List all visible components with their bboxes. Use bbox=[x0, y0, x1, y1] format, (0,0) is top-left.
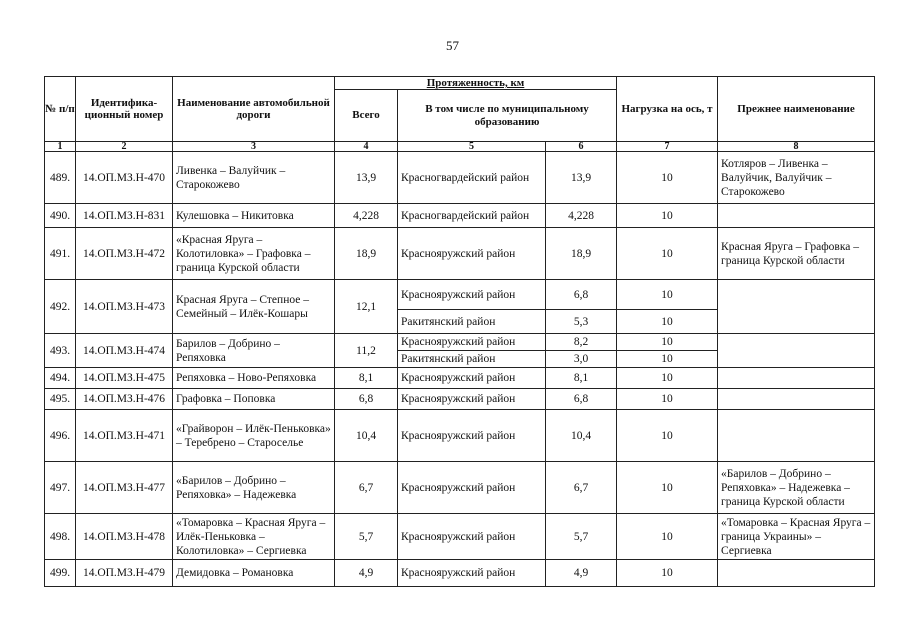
district-name: Краснояружский район bbox=[398, 228, 546, 280]
header-by-muni: В том числе по муниципальному образованию bbox=[398, 90, 617, 142]
header-length-group: Протяженность, км bbox=[335, 77, 617, 90]
total-length: 18,9 bbox=[335, 228, 398, 280]
axle-load: 10 bbox=[617, 368, 718, 389]
column-number: 3 bbox=[173, 142, 335, 152]
previous-name bbox=[718, 334, 875, 368]
road-id: 14.ОП.МЗ.Н-470 bbox=[76, 152, 173, 204]
axle-load: 10 bbox=[617, 310, 718, 334]
row-number: 491. bbox=[45, 228, 76, 280]
district-length: 4,228 bbox=[546, 204, 617, 228]
axle-load: 10 bbox=[617, 560, 718, 587]
previous-name bbox=[718, 389, 875, 410]
road-id: 14.ОП.МЗ.Н-479 bbox=[76, 560, 173, 587]
district-name: Краснояружский район bbox=[398, 280, 546, 310]
district-name: Красногвардейский район bbox=[398, 152, 546, 204]
header-prev-name: Прежнее наименование bbox=[718, 77, 875, 142]
district-length: 6,7 bbox=[546, 462, 617, 514]
row-number: 489. bbox=[45, 152, 76, 204]
roads-table bbox=[44, 76, 875, 587]
total-length: 6,7 bbox=[335, 462, 398, 514]
district-name: Краснояружский район bbox=[398, 514, 546, 560]
district-length: 3,0 bbox=[546, 351, 617, 368]
road-name: Ливенка – Валуйчик – Старокожево bbox=[173, 152, 335, 204]
district-name: Краснояружский район bbox=[398, 410, 546, 462]
column-number: 5 bbox=[398, 142, 546, 152]
axle-load: 10 bbox=[617, 410, 718, 462]
table-row bbox=[45, 514, 875, 560]
row-number: 493. bbox=[45, 334, 76, 368]
total-length: 10,4 bbox=[335, 410, 398, 462]
total-length: 13,9 bbox=[335, 152, 398, 204]
axle-load: 10 bbox=[617, 514, 718, 560]
row-number: 499. bbox=[45, 560, 76, 587]
previous-name bbox=[718, 368, 875, 389]
table-row bbox=[45, 560, 875, 587]
axle-load: 10 bbox=[617, 280, 718, 310]
road-id: 14.ОП.МЗ.Н-474 bbox=[76, 334, 173, 368]
road-name: Кулешовка – Никитовка bbox=[173, 204, 335, 228]
district-length: 8,1 bbox=[546, 368, 617, 389]
road-name: Репяховка – Ново-Репяховка bbox=[173, 368, 335, 389]
column-number: 1 bbox=[45, 142, 76, 152]
total-length: 4,9 bbox=[335, 560, 398, 587]
table-row bbox=[45, 228, 875, 280]
district-length: 8,2 bbox=[546, 334, 617, 351]
road-id: 14.ОП.МЗ.Н-473 bbox=[76, 280, 173, 334]
axle-load: 10 bbox=[617, 152, 718, 204]
total-length: 6,8 bbox=[335, 389, 398, 410]
road-id: 14.ОП.МЗ.Н-472 bbox=[76, 228, 173, 280]
axle-load: 10 bbox=[617, 351, 718, 368]
axle-load: 10 bbox=[617, 462, 718, 514]
table-row bbox=[45, 368, 875, 389]
header-total: Всего bbox=[335, 90, 398, 142]
district-name: Краснояружский район bbox=[398, 462, 546, 514]
previous-name: Котляров – Ливенка – Валуйчик, Валуйчик – Старокожево bbox=[718, 152, 875, 204]
total-length: 12,1 bbox=[335, 280, 398, 334]
road-name: Барилов – Добрино – Репяховка bbox=[173, 334, 335, 368]
row-number: 496. bbox=[45, 410, 76, 462]
total-length: 8,1 bbox=[335, 368, 398, 389]
table-row bbox=[45, 410, 875, 462]
row-number: 490. bbox=[45, 204, 76, 228]
road-name: «Барилов – Добрино – Репяховка» – Надежевка bbox=[173, 462, 335, 514]
road-id: 14.ОП.МЗ.Н-476 bbox=[76, 389, 173, 410]
previous-name bbox=[718, 410, 875, 462]
total-length: 5,7 bbox=[335, 514, 398, 560]
district-name: Ракитянский район bbox=[398, 351, 546, 368]
road-id: 14.ОП.МЗ.Н-471 bbox=[76, 410, 173, 462]
table-row bbox=[45, 280, 875, 310]
header-id: Идентифика-ционный номер bbox=[76, 77, 173, 142]
column-number: 7 bbox=[617, 142, 718, 152]
row-number: 498. bbox=[45, 514, 76, 560]
column-number: 6 bbox=[546, 142, 617, 152]
road-id: 14.ОП.МЗ.Н-831 bbox=[76, 204, 173, 228]
road-name: «Красная Яруга – Колотиловка» – Графовка – граница Курской области bbox=[173, 228, 335, 280]
header-num: № п/п bbox=[45, 77, 76, 142]
axle-load: 10 bbox=[617, 389, 718, 410]
district-length: 13,9 bbox=[546, 152, 617, 204]
district-length: 18,9 bbox=[546, 228, 617, 280]
row-number: 492. bbox=[45, 280, 76, 334]
road-name: Графовка – Поповка bbox=[173, 389, 335, 410]
road-name: Красная Яруга – Степное – Семейный – Илёк-Кошары bbox=[173, 280, 335, 334]
district-length: 6,8 bbox=[546, 389, 617, 410]
district-length: 4,9 bbox=[546, 560, 617, 587]
total-length: 4,228 bbox=[335, 204, 398, 228]
table-row bbox=[45, 152, 875, 204]
previous-name: «Барилов – Добрино – Репяховка» – Надежевка – граница Курской области bbox=[718, 462, 875, 514]
road-id: 14.ОП.МЗ.Н-475 bbox=[76, 368, 173, 389]
row-number: 495. bbox=[45, 389, 76, 410]
axle-load: 10 bbox=[617, 204, 718, 228]
page-number: 57 bbox=[446, 38, 459, 53]
header-load: Нагрузка на ось, т bbox=[617, 77, 718, 142]
table-row bbox=[45, 334, 875, 351]
axle-load: 10 bbox=[617, 228, 718, 280]
column-number: 2 bbox=[76, 142, 173, 152]
district-length: 6,8 bbox=[546, 280, 617, 310]
district-length: 5,7 bbox=[546, 514, 617, 560]
district-length: 10,4 bbox=[546, 410, 617, 462]
axle-load: 10 bbox=[617, 334, 718, 351]
district-name: Краснояружский район bbox=[398, 389, 546, 410]
table-row bbox=[45, 462, 875, 514]
district-name: Ракитянский район bbox=[398, 310, 546, 334]
road-name: «Грайворон – Илёк-Пеньковка» – Теребрено – Староселье bbox=[173, 410, 335, 462]
road-name: «Томаровка – Красная Яруга – Илёк-Пеньковка – Колотиловка» – Сергиевка bbox=[173, 514, 335, 560]
road-name: Демидовка – Романовка bbox=[173, 560, 335, 587]
row-number: 494. bbox=[45, 368, 76, 389]
table-row bbox=[45, 204, 875, 228]
previous-name bbox=[718, 204, 875, 228]
previous-name: «Томаровка – Красная Яруга – граница Украины» – Сергиевка bbox=[718, 514, 875, 560]
road-id: 14.ОП.МЗ.Н-478 bbox=[76, 514, 173, 560]
previous-name: Красная Яруга – Графовка – граница Курской области bbox=[718, 228, 875, 280]
district-name: Краснояружский район bbox=[398, 368, 546, 389]
district-name: Краснояружский район bbox=[398, 334, 546, 351]
road-id: 14.ОП.МЗ.Н-477 bbox=[76, 462, 173, 514]
table-row bbox=[45, 389, 875, 410]
district-length: 5,3 bbox=[546, 310, 617, 334]
column-number: 4 bbox=[335, 142, 398, 152]
district-name: Краснояружский район bbox=[398, 560, 546, 587]
column-number: 8 bbox=[718, 142, 875, 152]
total-length: 11,2 bbox=[335, 334, 398, 368]
district-name: Красногвардейский район bbox=[398, 204, 546, 228]
row-number: 497. bbox=[45, 462, 76, 514]
header-name: Наименование автомобильной дороги bbox=[173, 77, 335, 142]
previous-name bbox=[718, 560, 875, 587]
previous-name bbox=[718, 280, 875, 334]
